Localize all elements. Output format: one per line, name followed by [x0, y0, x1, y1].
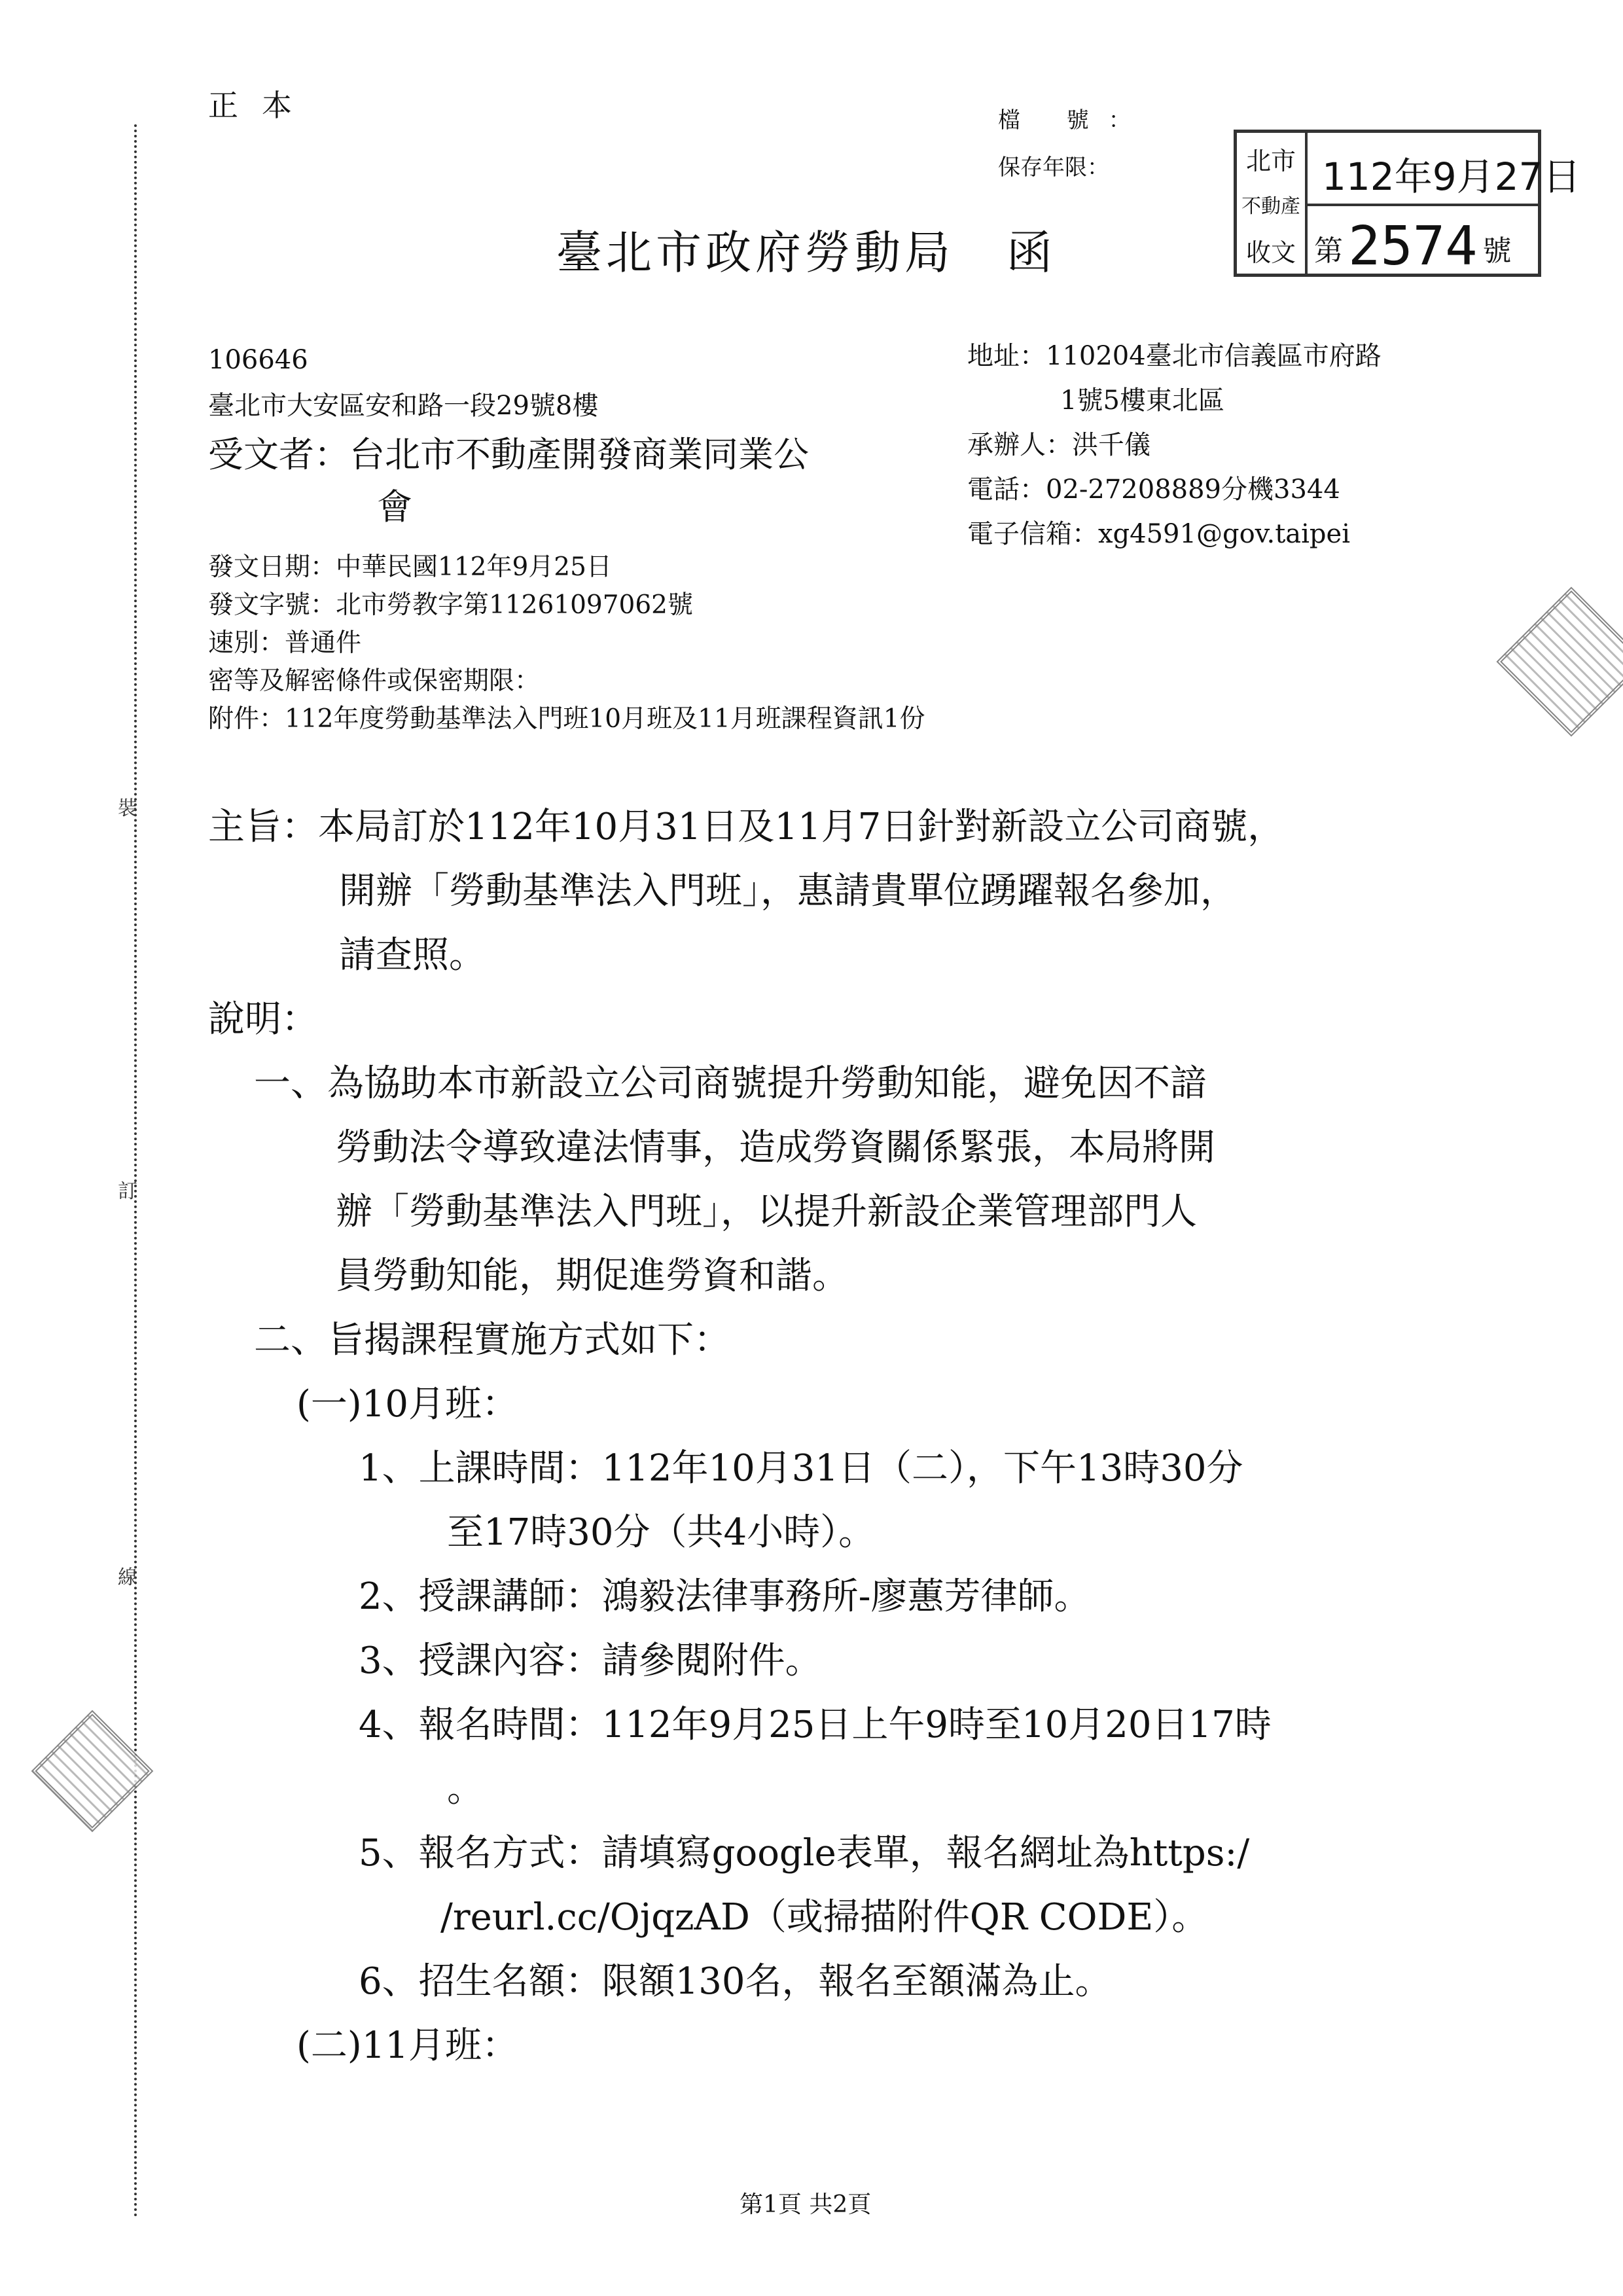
contact-handler: 承辦人：洪千儀 — [967, 430, 1150, 460]
recipient-name: 受文者：台北市不動產開發商業同業公 — [208, 434, 809, 475]
contact-address-cont: 1號5樓東北區 — [1060, 386, 1224, 416]
receipt-date: 112年9月27日 — [1322, 154, 1581, 199]
explanation-item-1: 一、為協助本市新設立公司商號提升勞動知能，避免因不諳 — [254, 1062, 1207, 1105]
contact-address: 地址：110204臺北市信義區市府路 — [967, 341, 1382, 371]
file-number-label: 檔 號： — [998, 107, 1150, 134]
detail-instructor: 2、授課講師：鴻毅法律事務所-廖蕙芳律師。 — [359, 1575, 1091, 1618]
seal-stamp-right — [1496, 586, 1623, 736]
recipient-address: 臺北市大安區安和路一段29號8樓 — [208, 391, 599, 421]
receipt-stamp — [1234, 130, 1581, 278]
document-title — [556, 216, 1056, 282]
agency-name: 臺北市政府勞動局 — [556, 226, 954, 279]
detail-quota: 6、招生名額：限額130名，報名至額滿為止。 — [359, 1960, 1112, 2003]
secrecy-level: 密等及解密條件或保密期限： — [208, 666, 541, 696]
stamp-side-label: 北市 — [1245, 147, 1296, 175]
issue-date: 發文日期：中華民國112年9月25日 — [208, 552, 612, 582]
contact-phone: 電話：02-27208889分機3344 — [967, 475, 1340, 505]
postal-code: 106646 — [208, 345, 308, 375]
receipt-stamp-side — [1237, 133, 1308, 274]
detail-registration-url: /reurl.cc/OjqzAD（或掃描附件QR CODE）。 — [440, 1896, 1209, 1939]
binding-mark-ding: 訂 — [118, 1180, 137, 1203]
subject-line: 開辦「勞動基準法入門班」，惠請貴單位踴躍報名參加， — [339, 870, 1237, 912]
detail-registration-time: 4、報名時間：112年9月25日上午9時至10月20日17時 — [359, 1704, 1272, 1746]
detail-content: 3、授課內容：請參閱附件。 — [359, 1640, 822, 1682]
receipt-number-suffix: 號 — [1482, 234, 1512, 268]
file-meta — [998, 97, 1150, 191]
detail-registration-method: 5、報名方式：請填寫google表單，報名網址為https:/ — [359, 1832, 1250, 1874]
receipt-number — [1314, 211, 1512, 278]
attachment-info: 附件：112年度勞動基準法入門班10月班及11月班課程資訊1份 — [208, 704, 925, 734]
page-info: 第1頁 共2頁 — [740, 2191, 872, 2218]
speed-class: 速別：普通件 — [208, 628, 362, 658]
stamp-divider — [1308, 204, 1538, 206]
binding-line — [134, 124, 137, 2219]
retention-label: 保存年限： — [998, 154, 1109, 181]
binding-mark-zhuang: 裝 — [118, 797, 137, 820]
binding-mark-xian: 線 — [118, 1566, 137, 1589]
receipt-number-value: 2574 — [1348, 215, 1478, 278]
issue-number: 發文字號：北市勞教字第11261097062號 — [208, 590, 693, 620]
stamp-side-label: 收文 — [1245, 238, 1296, 267]
detail-registration-time-cont: 。 — [447, 1768, 484, 1810]
recipient-block — [208, 337, 809, 533]
subject-line: 請查照。 — [339, 934, 486, 977]
explanation-item-1-cont: 勞動法令導致違法情事，造成勞資關係緊張，本局將開 — [336, 1126, 1215, 1169]
subject-line: 主旨：本局訂於112年10月31日及11月7日針對新設立公司商號， — [208, 806, 1285, 848]
detail-class-time-cont: 至17時30分（共4小時）。 — [447, 1511, 876, 1554]
explanation-label: 說明： — [208, 998, 318, 1041]
copy-label: 正本 — [208, 88, 315, 123]
october-class-label: (一)10月班： — [296, 1383, 518, 1426]
explanation-item-1-cont: 員勞動知能，期促進勞資和諧。 — [336, 1255, 849, 1297]
document-body — [208, 795, 1284, 2078]
contact-block — [967, 334, 1382, 556]
stamp-side-label: 不動產 — [1241, 195, 1300, 218]
document-meta — [208, 548, 925, 738]
recipient-name-cont: 會 — [377, 486, 412, 528]
november-class-label: (二)11月班： — [296, 2024, 518, 2067]
detail-class-time: 1、上課時間：112年10月31日（二），下午13時30分 — [359, 1447, 1243, 1490]
explanation-item-2: 二、旨揭課程實施方式如下： — [254, 1319, 730, 1361]
document-type: 函 — [1007, 226, 1056, 279]
explanation-item-1-cont: 辦「勞動基準法入門班」，以提升新設企業管理部門人 — [336, 1191, 1197, 1233]
contact-email: 電子信箱：xg4591@gov.taipei — [967, 519, 1350, 549]
receipt-number-prefix: 第 — [1314, 234, 1343, 268]
